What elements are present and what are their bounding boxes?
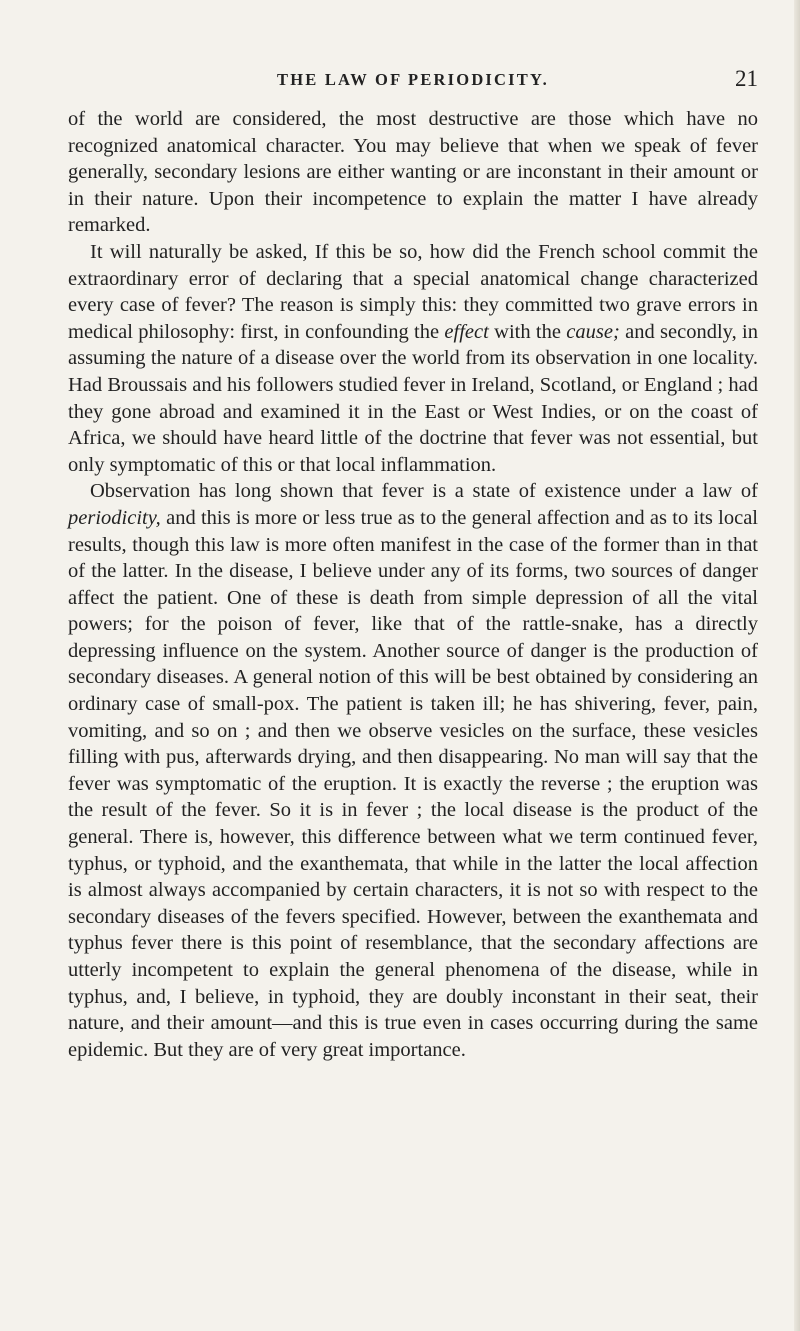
paragraph-text: and secondly, in assuming the nature of a disease over the world from its observation in one locality. Had Broussais and his followers studied fever in Ireland, Scotland, or England ; had they gone abroad and examined it in the East or West Indies, or on the coast of Africa, we should have heard little of the doctrine that fever was not essential, but only symptomatic of this or that local inflammation. bbox=[68, 320, 758, 476]
paragraph-1 bbox=[68, 106, 758, 239]
paragraph-3 bbox=[68, 478, 758, 1063]
page-body bbox=[68, 106, 758, 1063]
paragraph-2 bbox=[68, 239, 758, 478]
running-title: THE LAW OF PERIODICITY. bbox=[277, 70, 549, 89]
page-edge bbox=[794, 0, 800, 1331]
emphasis-periodicity: periodicity, bbox=[68, 506, 161, 529]
paragraph-text: of the world are considered, the most destructive are those which have no recognized anatomical character. You may believe that when we speak of fever generally, secondary lesions are either wanting or are inconstant in their amount or in their nature. Upon their incompetence to explain the matter I have already remarked. bbox=[68, 108, 758, 237]
emphasis-effect: effect bbox=[444, 320, 489, 343]
paragraph-text: with the bbox=[488, 320, 567, 343]
page-number: 21 bbox=[735, 66, 758, 91]
paragraph-text: It will naturally be asked, If this be so, how did the French school commit the extraordinary error of declaring that a special anatomical change characterized every case of fever? The reason is simply this: they committed two grave errors in medical philosophy: first, in confounding the bbox=[68, 240, 758, 343]
paragraph-text: Observation has long shown that fever is a state of existence under a law of bbox=[90, 480, 758, 503]
emphasis-cause: cause; bbox=[566, 320, 620, 343]
paragraph-text: and this is more or less true as to the general affection and as to its local results, though this law is more often manifest in the case of the former than in that of the latter. In the disease, I believe under any of its forms, two sources of danger affect the patient. One of these is death from simple depression of all the vital powers; for the poison of fever, like that of the rattle-snake, has a directly depressing influence on the system. Another source of danger is the production of secondary diseases. A general notion of this will be best obtained by considering an ordinary case of small-pox. The patient is taken ill; he has shivering, fever, pain, vomiting, and so on ; and then we observe vesicles on the surface, these vesicles filling with pus, afterwards drying, and then disappearing. No man will say that the fever was symptomatic of the eruption. It is exactly the reverse ; the eruption was the result of the fever. So it is in fever ; the local disease is the product of the general. There is, however, this difference between what we term continued fever, typhus, or typhoid, and the exanthemata, that while in the latter the local affection is almost always accompanied by certain characters, it is not so with respect to the secondary diseases of the fevers specified. However, between the exanthemata and typhus fever there is this point of resemblance, that the secondary affections are utterly incompetent to explain the general phenomena of the disease, while in typhus, and, I believe, in typhoid, they are doubly inconstant in their seat, their nature, and their amount—and this is true even in cases occurring during the same epidemic. But they are of very great importance. bbox=[68, 506, 758, 1061]
page-header bbox=[68, 66, 758, 96]
